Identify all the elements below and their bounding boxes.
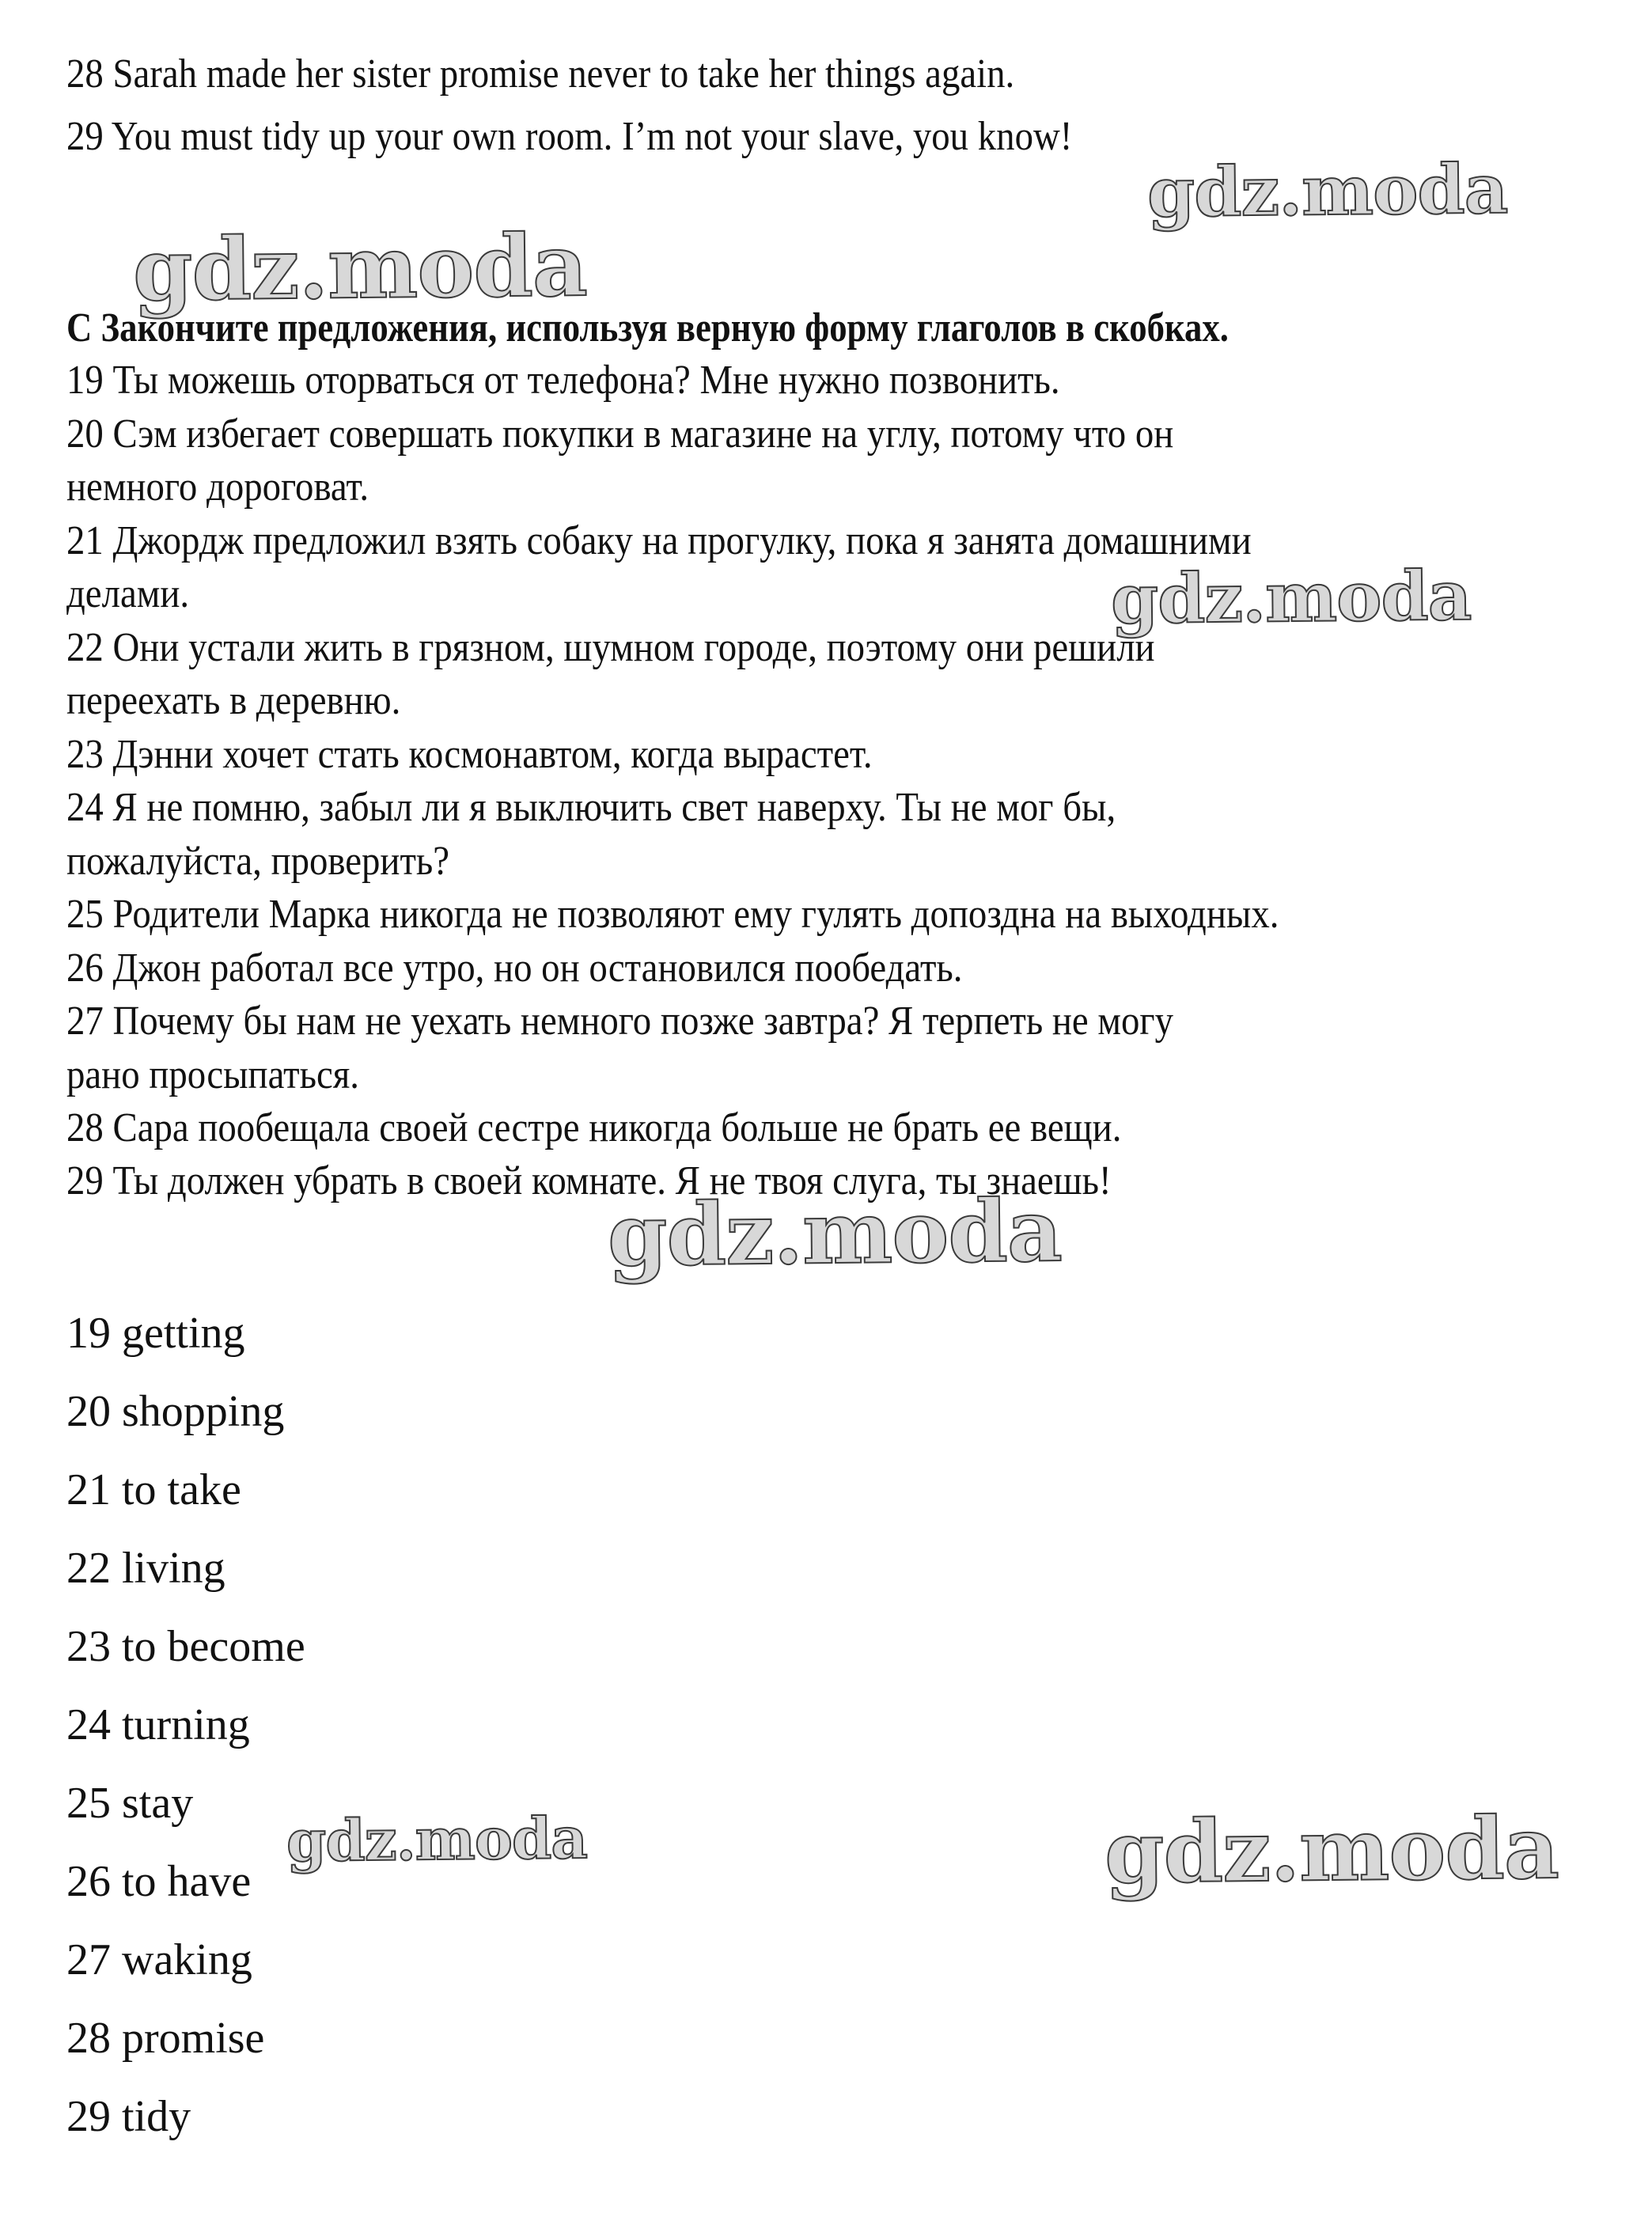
watermark: gdz.moda bbox=[1110, 555, 1472, 640]
translation-line: 22 Они устали жить в грязном, шумном городе, поэтому они решили bbox=[66, 625, 1155, 670]
section-c-heading: C Закончите предложения, используя верную форму глаголов в скобках. bbox=[66, 305, 1229, 351]
translation-line: пожалуйста, проверить? bbox=[66, 839, 450, 884]
translation-line: рано просыпаться. bbox=[66, 1052, 359, 1097]
answer-item: 20 shopping bbox=[66, 1387, 285, 1436]
translation-line: 28 Сара пообещала своей сестре никогда больше не брать ее вещи. bbox=[66, 1105, 1122, 1150]
watermark: gdz.moda bbox=[132, 215, 588, 321]
translation-line: немного дороговат. bbox=[66, 464, 369, 510]
watermark: gdz.moda bbox=[286, 1804, 588, 1874]
answer-item: 24 turning bbox=[66, 1700, 250, 1749]
exercise-line-29-en: 29 You must tidy up your own room. I’m not your slave, you know! bbox=[66, 114, 1073, 159]
translation-line: 25 Родители Марка никогда не позволяют ему гулять допоздна на выходных. bbox=[66, 892, 1279, 937]
watermark: gdz.moda bbox=[607, 1181, 1063, 1287]
watermark: gdz.moda bbox=[1104, 1798, 1559, 1904]
answer-item: 25 stay bbox=[66, 1779, 194, 1828]
translation-line: 23 Дэнни хочет стать космонавтом, когда вырастет. bbox=[66, 732, 873, 777]
answer-item: 28 promise bbox=[66, 2014, 265, 2063]
answer-item: 22 living bbox=[66, 1544, 225, 1593]
watermark: gdz.moda bbox=[1146, 149, 1508, 233]
answer-item: 26 to have bbox=[66, 1857, 252, 1906]
translation-line: 27 Почему бы нам не уехать немного позже завтра? Я терпеть не могу bbox=[66, 999, 1174, 1044]
answer-item: 21 to take bbox=[66, 1465, 241, 1514]
translation-line: делами. bbox=[66, 571, 190, 616]
translation-line: 26 Джон работал все утро, но он остановился пообедать. bbox=[66, 946, 963, 991]
translation-line: 24 Я не помню, забыл ли я выключить свет наверху. Ты не мог бы, bbox=[66, 785, 1116, 830]
answer-item: 23 to become bbox=[66, 1622, 305, 1671]
answer-item: 19 getting bbox=[66, 1309, 245, 1358]
translation-line: 21 Джордж предложил взять собаку на прогулку, пока я занята домашними bbox=[66, 518, 1252, 563]
exercise-line-28-en: 28 Sarah made her sister promise never to take her things again. bbox=[66, 51, 1015, 97]
translation-line: 20 Сэм избегает совершать покупки в магазине на углу, потому что он bbox=[66, 411, 1174, 457]
answer-item: 29 tidy bbox=[66, 2092, 191, 2141]
translation-line: переехать в деревню. bbox=[66, 678, 401, 723]
translation-line: 29 Ты должен убрать в своей комнате. Я не твоя слуга, ты знаешь! bbox=[66, 1158, 1112, 1203]
answer-item: 27 waking bbox=[66, 1935, 252, 1984]
translation-line: 19 Ты можешь оторваться от телефона? Мне нужно позвонить. bbox=[66, 358, 1060, 403]
